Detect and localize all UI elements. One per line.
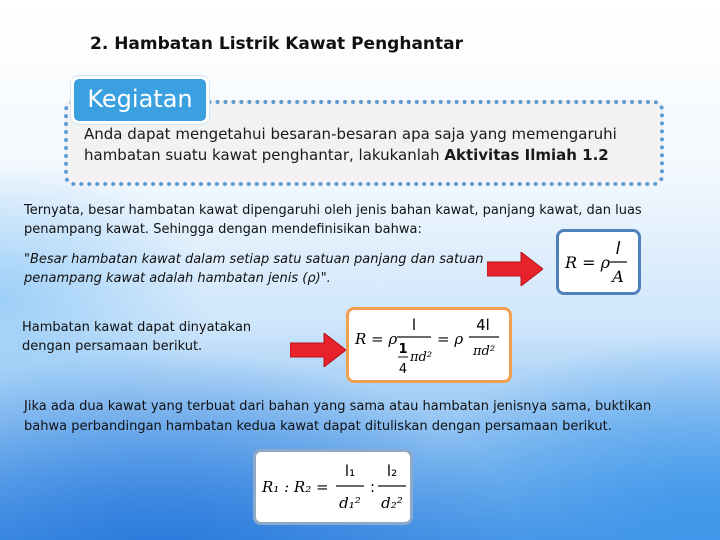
paragraph-comparison-task: Jika ada dua kawat yang terbuat dari bahan yang sama atau hambatan jenisnya sama, buktikan bahwa perbandingan hambatan kedua kawat dapat dituliskan dengan persamaan berikut.: [24, 399, 652, 434]
formula3-num1: l₁: [344, 462, 356, 480]
formula2-den2: πd²: [472, 344, 496, 359]
activity-text-bold: Aktivitas Ilmiah 1.2: [444, 146, 609, 164]
formula-diameter-box: [346, 307, 512, 383]
formula2-num2: 4l: [476, 316, 490, 334]
formula-ratio-box: [253, 449, 413, 525]
activity-text-main: Anda dapat mengetahui besaran-besaran apa saja yang memengaruhi hambatan suatu kawat penghantar, lakukanlah: [84, 125, 617, 164]
formula-resistance-box: [556, 229, 641, 295]
formula3-den1: d₁²: [339, 494, 361, 512]
formula1-lhs: R = ρ: [565, 253, 611, 272]
arrow-right-icon: [290, 333, 346, 367]
formula2-lhs: R = ρ: [355, 330, 398, 348]
formula1-den: A: [612, 267, 624, 286]
formula2-num1: l: [411, 316, 417, 334]
formula2-mid: = ρ: [437, 330, 464, 348]
paragraph-resistance-factors: Ternyata, besar hambatan kawat dipengaruhi oleh jenis bahan kawat, panjang kawat, dan luas penampang kawat. Sehingga dengan mendefinisikan bahwa:: [24, 203, 642, 237]
formula3-num2: l₂: [386, 462, 398, 480]
formula2-den1-bottom: 4: [398, 362, 408, 377]
formula3-den2: d₂²: [381, 494, 403, 512]
section-title: 2. Hambatan Listrik Kawat Penghantar: [90, 34, 464, 54]
resistivity-definition-quote: "Besar hambatan kawat dalam setiap satu satuan panjang dan satuan penampang kawat adalah hambatan jenis (ρ)".: [24, 252, 484, 286]
activity-tab: Kegiatan: [71, 76, 209, 124]
paragraph-equation-intro: Hambatan kawat dapat dinyatakan dengan persamaan berikut.: [22, 320, 252, 354]
arrow-right-icon: [487, 252, 543, 286]
formula2-den1-mid: πd²: [409, 350, 433, 365]
formula2-den1-top: 1: [398, 342, 408, 357]
activity-text: [84, 124, 659, 166]
formula3-lhs: R₁ : R₂ =: [262, 478, 329, 496]
formula3-colon: :: [370, 478, 376, 496]
formula1-num: l: [615, 239, 621, 259]
